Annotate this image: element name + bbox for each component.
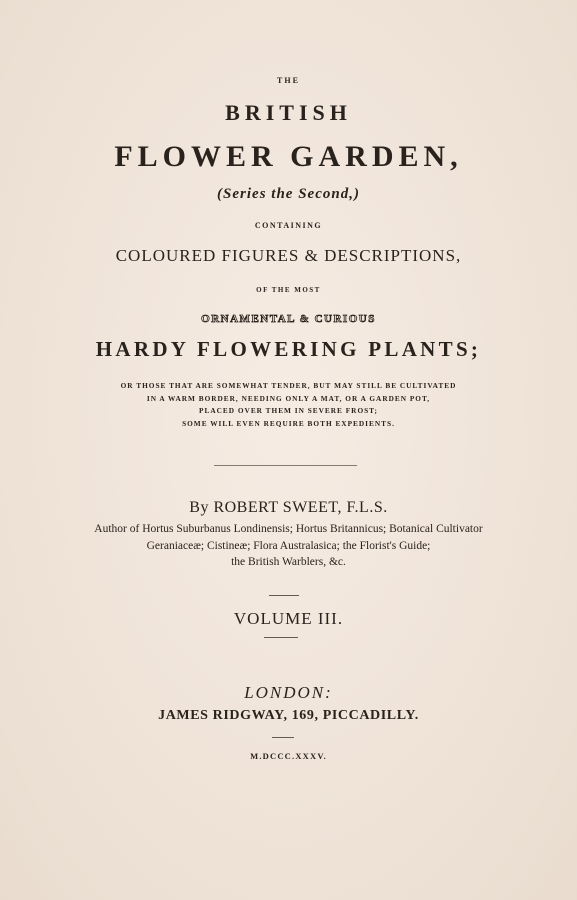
ornamental-curious-line: ORNAMENTAL & CURIOUS — [201, 313, 376, 325]
publisher-line: JAMES RIDGWAY, 169, PICCADILLY. — [158, 708, 419, 723]
divider-rule — [214, 465, 357, 466]
author-byline: By ROBERT SWEET, F.L.S. — [189, 499, 388, 516]
place-of-publication: LONDON: — [244, 683, 333, 702]
publication-date: M.DCCC.XXXV. — [250, 751, 327, 761]
volume-label: VOLUME III. — [233, 609, 344, 628]
author-credit-line: Author of Hortus Suburbanus Londinensis; Hortus Britannicus; Botanical Cultivator — [94, 523, 483, 535]
coloured-figures-line: COLOURED FIGURES & DESCRIPTIONS, — [115, 246, 462, 265]
series-note: (Series the Second,) — [217, 186, 360, 202]
author-credit-line: Geraniaceæ; Cistineæ; Flora Australasica; the Florist's Guide; — [146, 540, 431, 552]
subtitle-line: SOME WILL EVEN REQUIRE BOTH EXPEDIENTS. — [182, 419, 395, 428]
title-british: BRITISH — [225, 100, 352, 125]
hardy-plants-line: HARDY FLOWERING PLANTS; — [95, 337, 482, 361]
of-the-most-label: OF THE MOST — [256, 286, 321, 294]
containing-label: CONTAINING — [254, 221, 323, 230]
divider-rule — [269, 595, 299, 596]
title-the: THE — [277, 76, 300, 85]
divider-rule — [264, 637, 298, 638]
subtitle-line: OR THOSE THAT ARE SOMEWHAT TENDER, BUT MAY STILL BE CULTIVATED — [120, 381, 457, 390]
author-credit-line: the British Warblers, &c. — [231, 556, 346, 568]
divider-rule — [272, 737, 294, 738]
subtitle-line: IN A WARM BORDER, NEEDING ONLY A MAT, OR A GARDEN POT, — [146, 394, 431, 403]
title-flower-garden: FLOWER GARDEN, — [114, 140, 463, 173]
subtitle-line: PLACED OVER THEM IN SEVERE FROST; — [199, 406, 378, 415]
